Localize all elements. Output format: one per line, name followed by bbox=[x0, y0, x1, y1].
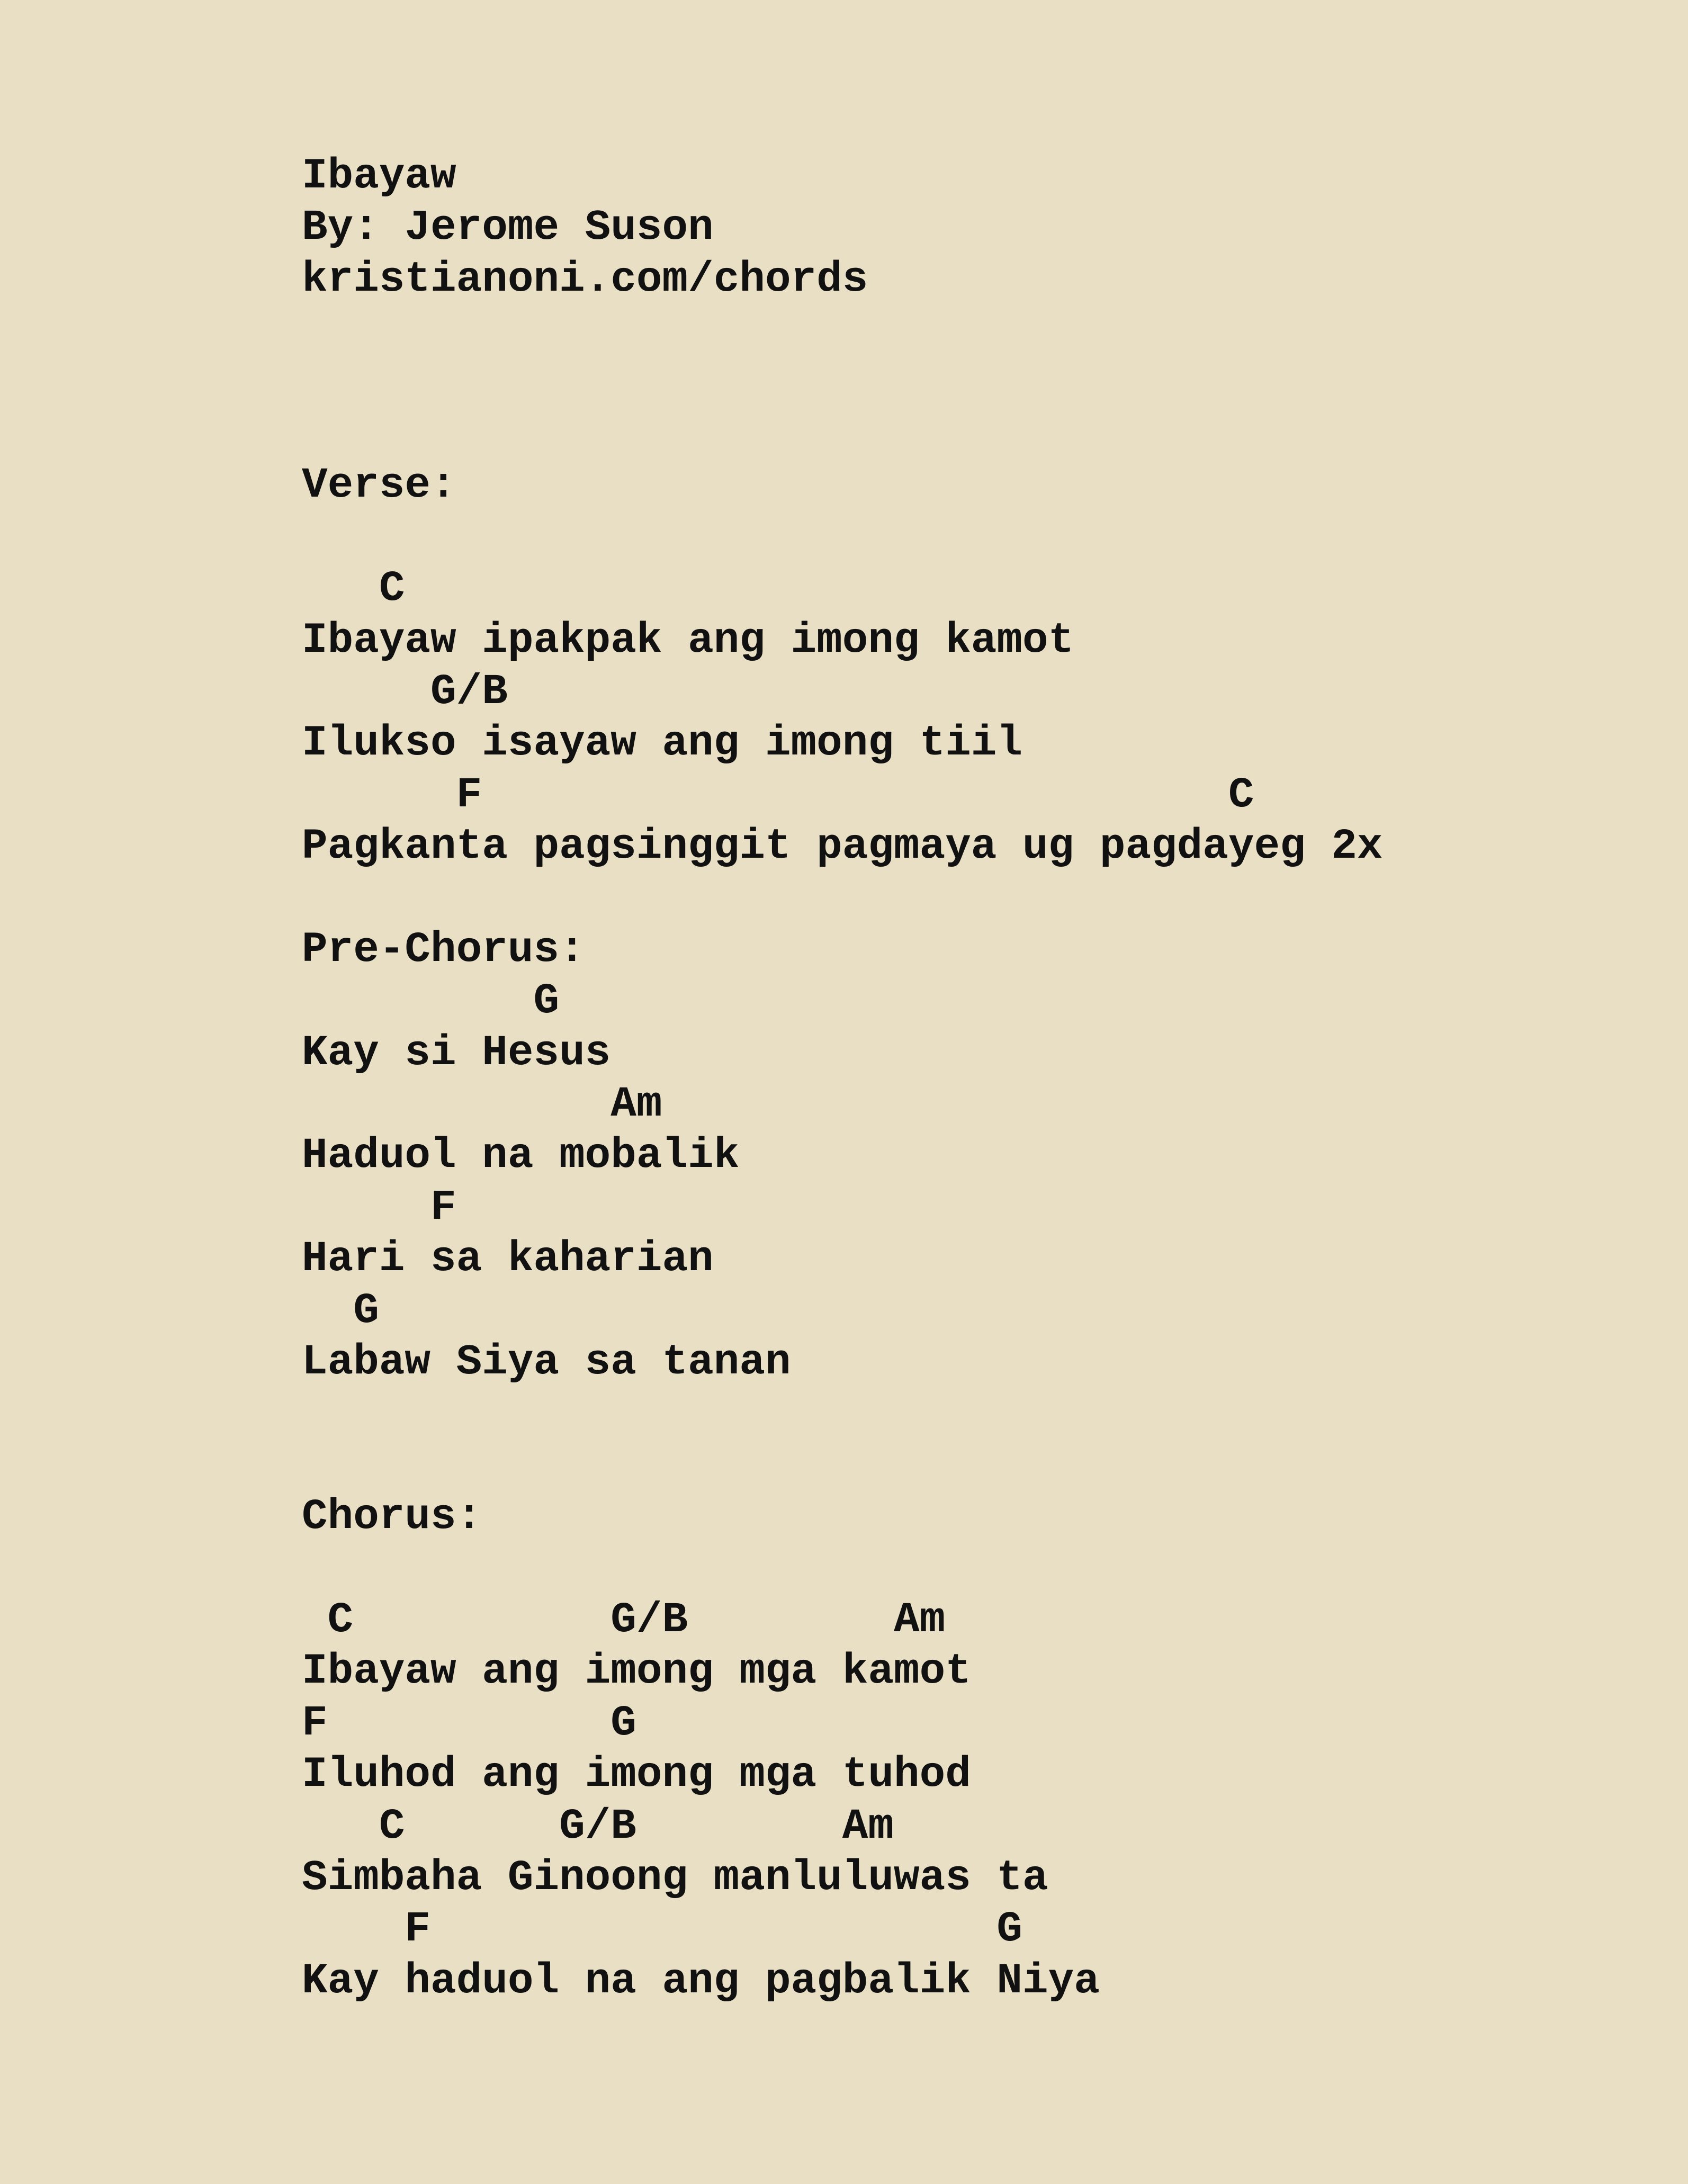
chord-sheet bbox=[302, 151, 1652, 2007]
lyric-line: Haduol na mobalik bbox=[302, 1132, 740, 1181]
section-heading-chorus: Chorus: bbox=[302, 1493, 482, 1542]
lyric-line: Ibayaw ang imong mga kamot bbox=[302, 1648, 971, 1696]
blank-line bbox=[302, 512, 1652, 563]
chord-line: G bbox=[302, 1287, 379, 1335]
chord-line: C G/B Am bbox=[302, 1802, 894, 1851]
blank-line bbox=[302, 1440, 1652, 1491]
lyric-line: Kay haduol na ang pagbalik Niya bbox=[302, 1957, 1100, 2006]
song-title: Ibayaw bbox=[302, 152, 456, 201]
blank-line bbox=[302, 357, 1652, 409]
song-byline: By: Jerome Suson bbox=[302, 204, 714, 253]
lyric-line: Ilukso isayaw ang imong tiil bbox=[302, 720, 1023, 768]
chord-line: C bbox=[302, 565, 405, 614]
chord-line: G bbox=[302, 977, 560, 1026]
chord-line: F G bbox=[302, 1906, 1023, 1954]
chord-line: F C bbox=[302, 771, 1254, 820]
lyric-line: Iluhod ang imong mga tuhod bbox=[302, 1751, 971, 1800]
section-heading-pre-chorus: Pre-Chorus: bbox=[302, 925, 585, 974]
lyric-line: Ibayaw ipakpak ang imong kamot bbox=[302, 616, 1074, 665]
chord-line: F bbox=[302, 1183, 456, 1232]
lyric-line: Hari sa kaharian bbox=[302, 1235, 714, 1284]
chord-line: C G/B Am bbox=[302, 1596, 946, 1644]
blank-line bbox=[302, 1388, 1652, 1440]
section-heading-verse: Verse: bbox=[302, 462, 456, 510]
chord-line: F G bbox=[302, 1699, 636, 1748]
blank-line bbox=[302, 409, 1652, 460]
blank-line bbox=[302, 1543, 1652, 1595]
blank-line bbox=[302, 873, 1652, 924]
lyric-line: Kay si Hesus bbox=[302, 1029, 611, 1077]
chord-line: G/B bbox=[302, 668, 508, 716]
lyric-line: Labaw Siya sa tanan bbox=[302, 1338, 791, 1387]
song-source: kristianoni.com/chords bbox=[302, 255, 868, 304]
blank-line bbox=[302, 305, 1652, 357]
lyric-line: Pagkanta pagsinggit pagmaya ug pagdayeg 2x bbox=[302, 823, 1383, 871]
lyric-line: Simbaha Ginoong manluluwas ta bbox=[302, 1854, 1048, 1902]
chord-line: Am bbox=[302, 1081, 662, 1129]
